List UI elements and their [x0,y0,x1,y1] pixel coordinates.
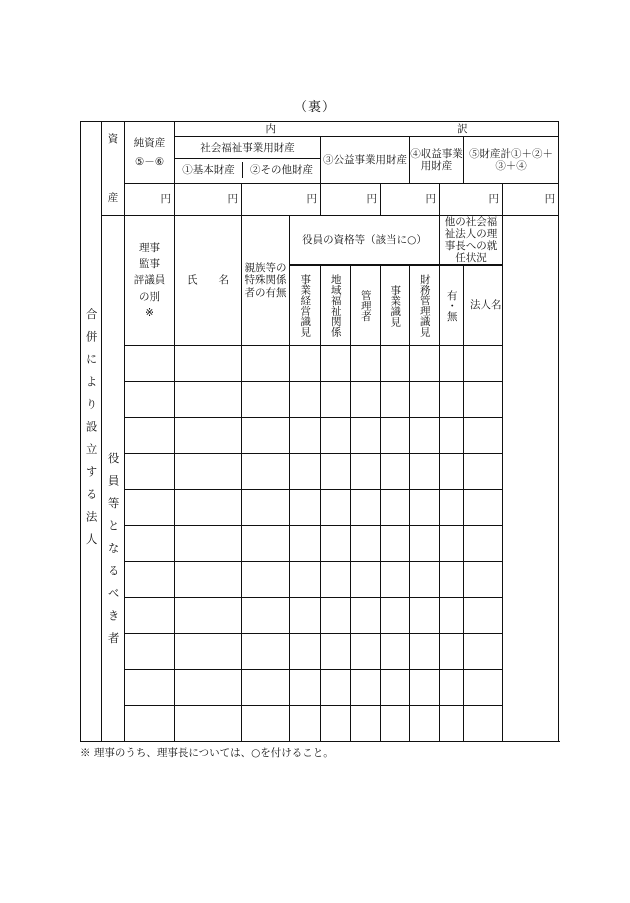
total-property-value[interactable] [440,184,503,216]
public-interest-property-value[interactable] [321,184,381,216]
net-assets-header [125,122,175,184]
profit-property-cell [410,137,464,184]
yen-unit: 円 [227,193,238,206]
yen-unit: 円 [425,193,436,206]
officer-row[interactable] [81,382,559,418]
relatives-label: 親族等の特殊関係者の有無 [244,262,287,299]
qual-business-management: 事業経営識見 [290,266,321,346]
other-property-value[interactable] [242,184,321,216]
total-property-cell [464,137,559,184]
yen-unit: 円 [488,193,499,206]
officer-row[interactable] [81,562,559,598]
yes-no-header: 有・無 [440,266,464,346]
officers-side-label: 役員等となるべき者 [106,452,121,655]
qual-financial-management: 財務管理識見 [410,266,440,346]
name-header [175,216,242,346]
assets-side-label-cell [102,122,125,216]
net-assets-value[interactable] [125,184,175,216]
officers-side-label-cell [102,216,125,742]
officer-row[interactable] [81,526,559,562]
role-line-2: 監事 [139,258,160,271]
yen-unit: 円 [544,193,556,206]
yen-unit: 円 [366,193,377,206]
qualifications-header [290,216,440,265]
basic-property-value[interactable] [175,184,242,216]
role-line-5: ※ [145,306,154,319]
application-form-table [80,121,559,742]
qual-regional-welfare: 地域福祉関係 [321,266,351,346]
profit-property-value[interactable] [381,184,440,216]
assets-label-bottom: 産 [107,192,119,205]
qualifications-label: 役員の資格等（該当に○） [302,234,427,247]
social-welfare-property-cell [175,137,321,184]
role-line-3: 評議員 [133,274,166,287]
page-heading: （裏） [293,100,336,115]
yen-unit: 円 [160,193,171,206]
basic-property-label: ①基本財産 [175,162,243,178]
officer-row[interactable] [81,346,559,382]
name-header-2: 名 [218,274,229,287]
role-line-4: の別 [139,290,160,303]
officer-row[interactable] [81,670,559,706]
name-header-1: 氏 [187,274,198,287]
qual-manager: 管理者 [351,266,381,346]
social-welfare-property-label: 社会福祉事業用財産 [175,142,320,158]
breakdown-header [175,122,559,137]
profit-property-label: ④収益事業用財産 [410,147,463,172]
breakdown-label-out: 訳 [457,122,468,135]
other-property-label: ②その他財産 [250,163,313,176]
public-interest-property-label: ③公益事業用財産 [323,153,407,166]
officer-row[interactable] [81,418,559,454]
total-property-label: ⑤財産計①＋②＋③＋④ [469,147,554,172]
officer-row[interactable] [81,490,559,526]
net-assets-label: 純資産 [133,137,166,150]
officer-row[interactable] [81,598,559,634]
breakdown-label-in: 内 [265,122,277,135]
corp-name-header: 法 人 名 [464,266,503,346]
officer-row[interactable] [81,706,559,742]
role-header [125,216,175,346]
net-assets-formula: ⑤－⑥ [134,155,165,168]
merged-corp-label: 合併により設立する法人 [84,307,99,556]
other-corp-header [440,216,503,265]
officer-row[interactable] [81,454,559,490]
yen-unit: 円 [306,193,317,206]
officer-row[interactable] [81,634,559,670]
footnote: ※ 理事のうち、理事長については、○を付けること。 [80,747,334,759]
role-line-1: 理事 [139,242,160,255]
other-corp-label: 他の社会福祉法人の理事長への就任状況 [444,216,498,265]
relatives-header [242,216,290,346]
public-interest-property-cell [321,137,410,184]
liabilities-value[interactable] [503,184,559,216]
assets-label-top: 資 [107,132,119,145]
qual-business-insight: 事業識見 [381,266,410,346]
merged-corp-label-cell [81,122,102,742]
